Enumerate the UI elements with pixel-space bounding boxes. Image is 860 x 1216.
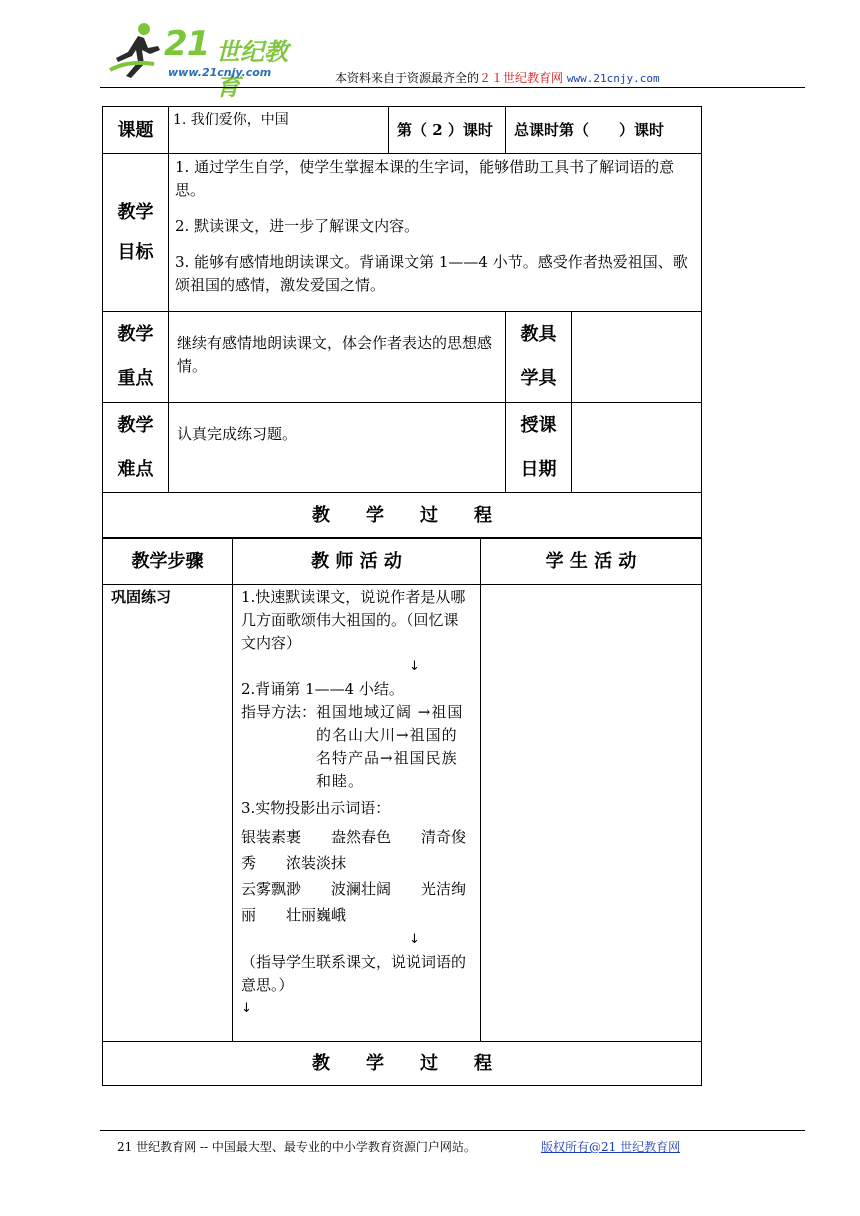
topic-label: 课题 — [103, 107, 169, 154]
header-tagline — [335, 69, 660, 86]
student-activities — [481, 585, 702, 1042]
key-points-label — [103, 312, 169, 403]
down-arrow-icon: ↓ — [409, 932, 420, 947]
footer-divider — [100, 1130, 805, 1131]
key-label-line2: 重点 — [117, 368, 154, 389]
goals-label — [103, 154, 169, 312]
process-heading-repeat: 教 学 过 程 — [103, 1042, 702, 1086]
word-list-1: 银装素裹 盎然春色 清奇俊秀 浓装淡抹 — [241, 828, 467, 872]
col-teacher-header: 教 师 活 动 — [233, 538, 481, 585]
running-man-logo — [108, 20, 168, 80]
date-label-line1: 授课 — [520, 414, 557, 436]
process-table — [102, 537, 702, 1086]
down-arrow-icon: ↓ — [409, 659, 420, 674]
diff-label-line1: 教学 — [117, 414, 154, 436]
key-points-value: 继续有感情地朗读课文，体会作者表达的思想感情。 — [169, 312, 506, 403]
tools-label-line2: 学具 — [520, 368, 557, 389]
tagline-prefix: 本资料来自于资源最齐全的 — [335, 71, 480, 85]
col-student-header: 学 生 活 动 — [481, 538, 702, 585]
col-steps-header: 教学步骤 — [103, 538, 233, 585]
goals-label-line1: 教学 — [117, 201, 154, 223]
guide-method — [241, 701, 472, 793]
key-label-line1: 教学 — [117, 324, 154, 345]
date-label — [506, 403, 572, 493]
goal-3: 3. 能够有感情地朗读课文。背诵课文第 1——4 小节。感受作者热爱祖国、歌颂祖国的感情，激发爱国之情。 — [175, 253, 688, 294]
teacher-item-2: 2.背诵第 1——4 小结。 — [241, 680, 404, 698]
teacher-item-3: 3.实物投影出示词语： — [241, 799, 391, 817]
tools-value — [572, 312, 702, 403]
difficulty-label — [103, 403, 169, 493]
logo-number: 21 — [164, 24, 210, 64]
lesson-number: 第（ 2 ）课时 — [389, 107, 506, 154]
difficulty-value: 认真完成练习题。 — [169, 403, 506, 493]
topic-value: 1. 我们爱你，中国 — [169, 107, 389, 154]
diff-label-line2: 难点 — [117, 458, 154, 480]
goal-2: 2. 默读课文，进一步了解课文内容。 — [175, 217, 420, 235]
goals-label-line2: 目标 — [117, 241, 154, 263]
logo-text: 世纪教育 — [216, 38, 288, 101]
word-list-2: 云雾飘渺 波澜壮阔 光洁绚丽 壮丽巍峨 — [241, 880, 467, 924]
total-lessons: 总课时第（ ）课时 — [506, 107, 702, 154]
tagline-url-link[interactable]: www.21cnjy.com — [566, 72, 660, 85]
step-name: 巩固练习 — [103, 585, 233, 1042]
site-logo[interactable] — [108, 18, 308, 101]
header-divider — [100, 87, 805, 88]
teacher-item-1: 1.快速默读课文，说说作者是从哪几方面歌颂伟大祖国的。（回忆课文内容） — [241, 588, 466, 652]
tools-label-line1: 教具 — [520, 324, 557, 345]
lesson-info-table — [102, 106, 702, 539]
teacher-activities — [233, 585, 481, 1042]
date-value — [572, 403, 702, 493]
down-arrow-icon: ↓ — [241, 1001, 252, 1016]
date-label-line2: 日期 — [520, 458, 557, 480]
teacher-item-4: （指导学生联系课文，说说词语的意思。） — [241, 953, 467, 994]
footer-text: 21 世纪教育网 -- 中国最大型、最专业的中小学教育资源门户网站。 — [117, 1140, 476, 1154]
goal-1: 1. 通过学生自学，使学生掌握本课的生字词，能够借助工具书了解词语的意思。 — [175, 158, 675, 199]
guide-method-lead: 指导方法： — [241, 703, 317, 721]
logo-url: www.21cnjy.com — [168, 66, 272, 79]
footer-copyright-link[interactable]: 版权所有@21 世纪教育网 — [541, 1140, 681, 1154]
guide-method-body: 祖国地域辽阔 →祖国的名山大川→祖国的名特产品→祖国民族和睦。 — [316, 703, 464, 790]
process-heading: 教 学 过 程 — [103, 493, 702, 539]
tools-label — [506, 312, 572, 403]
goals-content — [169, 154, 702, 312]
tagline-site-link[interactable]: ２１世纪教育网 — [479, 71, 564, 85]
page-header — [0, 0, 860, 101]
